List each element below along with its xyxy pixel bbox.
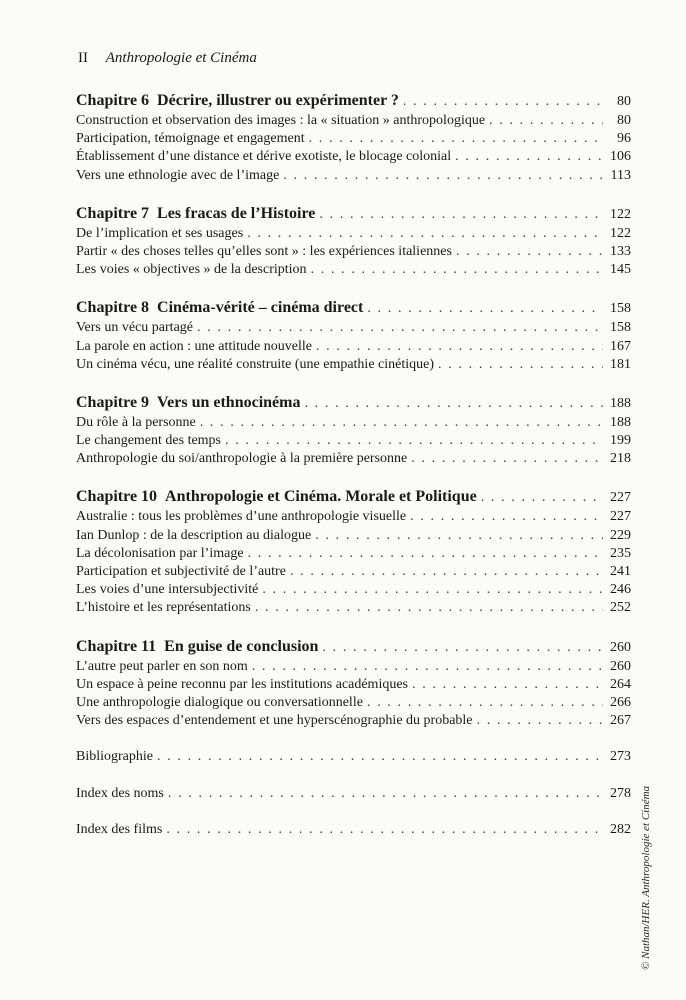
toc-entry-label [76,319,193,337]
dot-leader [411,450,603,468]
toc-entry-label [76,112,485,130]
entry-text: Ian Dunlop : de la description au dialogue [76,527,312,543]
dot-leader [290,563,603,581]
toc-entry [76,414,631,432]
entry-text: Australie : tous les problèmes d’une anthropologie visuelle [76,509,407,525]
dot-leader [319,204,603,226]
back-matter-entry [76,821,631,839]
chapter-heading [76,203,631,225]
dot-leader [481,487,603,509]
toc-entry [76,167,631,185]
chapter-list [76,90,631,730]
chapter-number: Chapitre 6 [76,92,150,109]
dot-leader [309,130,603,148]
toc-entry-label [76,694,363,712]
toc-entry-label [76,338,312,356]
toc-entry [76,356,631,374]
back-matter-entry-page: 278 [610,785,631,801]
toc-entry [76,432,631,450]
toc-entry [76,581,631,599]
chapter-heading-label [76,297,363,319]
copyright-notice: © Nathan/HER. Anthropologie et Cinéma [640,785,652,970]
toc-entry-page: 158 [610,320,631,336]
toc-entry [76,527,631,545]
chapter-title: Décrire, illustrer ou expérimenter ? [157,92,399,109]
dot-leader [200,414,603,432]
toc-entry-page: 133 [610,243,631,259]
chapter-title: Les fracas de l’Histoire [157,204,316,222]
toc-entry [76,130,631,148]
entry-text: Vers un vécu partagé [76,320,194,336]
toc-entry-label [76,676,408,694]
toc-entry-label [76,261,307,279]
chapter-heading-label [76,636,318,658]
chapter-number: Chapitre 7 [76,204,150,222]
dot-leader [197,319,603,337]
toc-entry-label [76,167,279,185]
toc-entry-page: 106 [610,149,631,165]
dot-leader [410,508,603,526]
entry-text: Vers une ethnologie avec de l’image [76,167,280,183]
entry-text: Participation, témoignage et engagement [76,131,305,147]
chapter-heading [76,636,631,658]
dot-leader [489,112,603,130]
toc-entry [76,450,631,468]
entry-text: Un espace à peine reconnu par les institutions académiques [76,676,408,692]
chapter-heading-label [76,90,399,112]
page-number: II [78,50,88,66]
dot-leader [456,243,603,261]
toc-entry-label [76,563,286,581]
running-header [78,50,257,67]
toc-entry [76,261,631,279]
chapter-heading-page: 122 [610,206,631,222]
toc-entry-page: 267 [610,713,631,729]
back-matter-text: Bibliographie [76,749,153,765]
table-of-contents [76,90,631,857]
entry-text: Vers des espaces d’entendement et une hyperscénographie du probable [76,713,473,729]
chapter-title: En guise de conclusion [164,637,319,655]
toc-entry [76,563,631,581]
dot-leader [157,748,603,766]
toc-entry-label [76,450,407,468]
dot-leader [225,432,603,450]
dot-leader [166,821,603,839]
entry-text: Une anthropologie dialogique ou conversationnelle [76,694,363,710]
back-matter-entry [76,748,631,766]
chapter-number: Chapitre 9 [76,393,150,411]
entry-text: Établissement d’une distance et dérive exotiste, le blocage colonial [76,149,452,165]
toc-entry [76,112,631,130]
toc-entry-label [76,414,196,432]
back-matter-list [76,748,631,839]
dot-leader [248,545,603,563]
chapter-section [76,392,631,469]
entry-text: Un cinéma vécu, une réalité construite (une empathie cinétique) [76,356,435,372]
toc-entry-label [76,527,311,545]
toc-entry [76,319,631,337]
chapter-title: Vers un ethnocinéma [157,393,301,411]
chapter-heading-page: 158 [610,301,631,317]
dot-leader [367,298,603,320]
back-matter-entry [76,785,631,803]
toc-entry-label [76,599,251,617]
toc-entry [76,545,631,563]
back-matter-entry-label [76,785,164,803]
entry-text: La parole en action : une attitude nouvelle [76,338,312,354]
entry-text: De l’implication et ses usages [76,225,244,241]
back-matter-entry-label [76,821,162,839]
toc-entry-label [76,432,221,450]
dot-leader [304,393,603,415]
chapter-title: Anthropologie et Cinéma. Morale et Politique [165,488,477,506]
chapter-section [76,203,631,280]
entry-text: Le changement des temps [76,433,222,449]
toc-entry-page: 122 [610,225,631,241]
chapter-section [76,636,631,731]
toc-entry-page: 266 [610,694,631,710]
toc-entry-page: 145 [610,262,631,278]
dot-leader [255,599,603,617]
chapter-heading-page: 260 [610,639,631,655]
toc-entry-page: 260 [610,658,631,674]
dot-leader [252,658,603,676]
toc-entry-label [76,243,452,261]
toc-entry-page: 96 [617,131,631,147]
toc-entry-page: 181 [610,356,631,372]
chapter-heading [76,392,631,414]
toc-entry [76,243,631,261]
chapter-section [76,486,631,617]
back-matter-text: Index des films [76,821,163,837]
toc-entry-label [76,581,258,599]
toc-entry-page: 241 [610,564,631,579]
dot-leader [403,91,603,113]
chapter-number: Chapitre 10 [76,488,158,506]
chapter-section [76,297,631,374]
toc-entry-page: 188 [610,414,631,430]
dot-leader [455,148,603,166]
entry-text: L’histoire et les représentations [76,600,251,616]
toc-entry-page: 218 [610,451,631,467]
dot-leader [247,225,603,243]
chapter-heading [76,486,631,508]
chapter-section [76,90,631,185]
chapter-heading-label [76,486,477,508]
book-title: Anthropologie et Cinéma [105,50,257,66]
toc-entry-label [76,148,451,166]
entry-text: L’autre peut parler en son nom [76,658,248,674]
toc-entry-page: 235 [610,545,631,561]
entry-text: Construction et observation des images : la « situation » anthropologique [76,113,486,128]
entry-text: Les voies d’une intersubjectivité [76,582,259,598]
toc-entry [76,712,631,730]
chapter-number: Chapitre 11 [76,637,157,655]
back-matter-text: Index des noms [76,785,164,801]
back-matter-entry-label [76,748,153,766]
back-matter-entry-page: 282 [610,821,631,837]
toc-entry-page: 113 [610,167,631,183]
chapter-heading-label [76,392,300,414]
dot-leader [168,785,603,803]
dot-leader [262,581,603,599]
toc-entry-page: 246 [610,582,631,598]
dot-leader [311,261,603,279]
toc-entry-label [76,225,243,243]
chapter-heading [76,297,631,319]
toc-entry-label [76,356,434,374]
toc-entry [76,148,631,166]
entry-text: Anthropologie du soi/anthropologie à la première personne [76,451,408,467]
toc-entry-page: 252 [610,600,631,616]
toc-entry-page: 199 [610,433,631,449]
back-matter-entry-page: 273 [610,749,631,765]
chapter-heading-page: 188 [610,395,631,411]
dot-leader [316,338,603,356]
entry-text: Du rôle à la personne [76,414,196,430]
toc-entry [76,599,631,617]
entry-text: Partir « des choses telles qu’elles sont » : les expériences italiennes [76,243,452,259]
toc-entry [76,658,631,676]
dot-leader [412,676,603,694]
chapter-number: Chapitre 8 [76,299,150,317]
toc-entry [76,508,631,526]
entry-text: Les voies « objectives » de la description [76,262,307,278]
toc-entry-label [76,545,244,563]
dot-leader [477,712,603,730]
chapter-title: Cinéma-vérité – cinéma direct [157,299,364,317]
chapter-heading-label [76,203,315,225]
toc-entry [76,225,631,243]
toc-entry [76,676,631,694]
toc-entry-page: 80 [617,113,631,128]
toc-entry-page: 264 [610,676,631,692]
chapter-heading-page: 80 [617,94,631,109]
dot-leader [367,694,603,712]
dot-leader [315,527,603,545]
dot-leader [438,356,603,374]
toc-entry-label [76,712,473,730]
toc-entry-label [76,658,248,676]
toc-entry-page: 227 [610,509,631,525]
toc-entry-page: 229 [610,527,631,543]
toc-entry [76,338,631,356]
entry-text: La décolonisation par l’image [76,545,244,561]
chapter-heading-page: 227 [610,490,631,506]
toc-entry-label [76,508,406,526]
entry-text: Participation et subjectivité de l’autre [76,564,286,579]
dot-leader [283,167,603,185]
toc-entry-page: 167 [610,338,631,354]
chapter-heading [76,90,631,112]
toc-entry-label [76,130,305,148]
toc-entry [76,694,631,712]
dot-leader [322,637,603,659]
